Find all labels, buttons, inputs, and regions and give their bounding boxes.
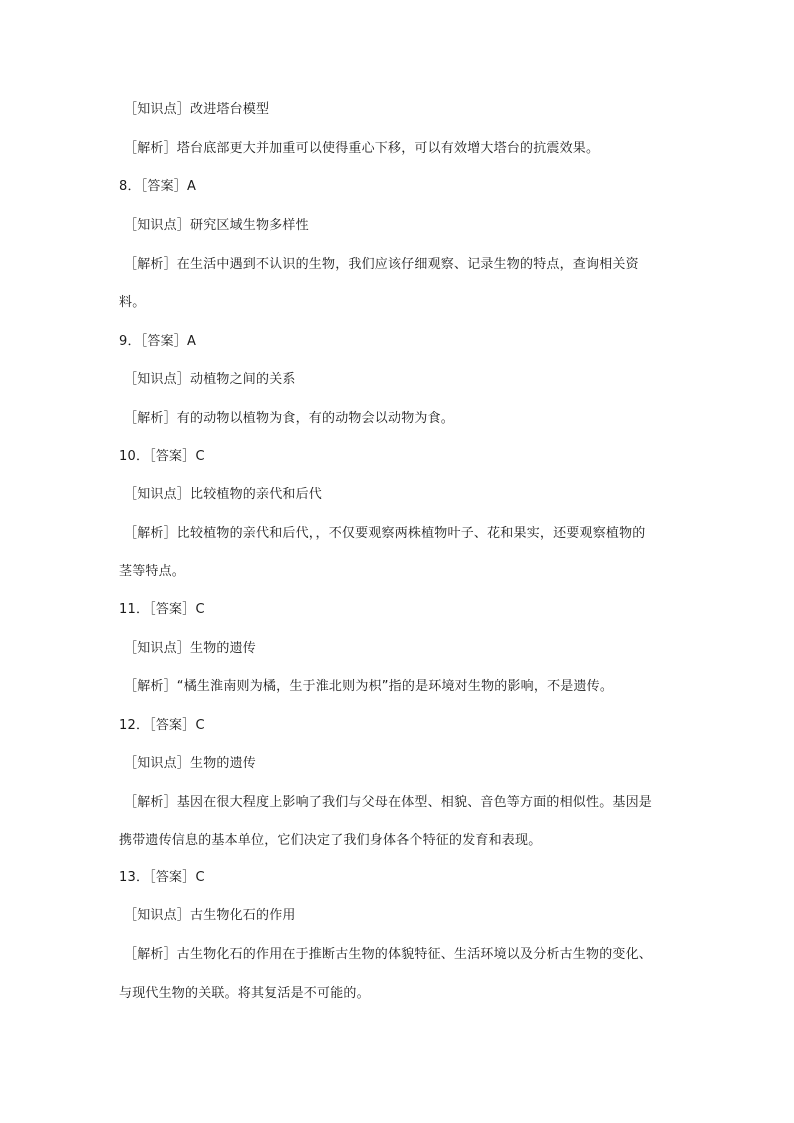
knowledge-point-8: ［知识点］研究区域生物多样性 <box>124 218 309 233</box>
knowledge-point-9: ［知识点］动植物之间的关系 <box>124 372 296 387</box>
answer-11: 11．［答案］C <box>119 602 205 617</box>
analysis-11: ［解析］“橘生淮南则为橘，生于淮北则为枳”指的是环境对生物的影响，不是遗传。 <box>124 679 614 694</box>
knowledge-point-11: ［知识点］生物的遗传 <box>124 641 257 656</box>
knowledge-point-12: ［知识点］生物的遗传 <box>124 756 257 771</box>
analysis-13-cont: 与现代生物的关联。将其复活是不可能的。 <box>119 986 370 1001</box>
analysis-9: ［解析］有的动物以植物为食，有的动物会以动物为食。 <box>124 411 455 426</box>
answer-13: 13．［答案］C <box>119 870 205 885</box>
knowledge-point-13: ［知识点］古生物化石的作用 <box>124 908 296 923</box>
analysis-10: ［解析］比较植物的亲代和后代，，不仅要观察两株植物叶子、花和果实，还要观察植物的 <box>124 526 646 541</box>
analysis-8: ［解析］在生活中遇到不认识的生物，我们应该仔细观察、记录生物的特点，查询相关资 <box>124 257 639 272</box>
answer-8: 8．［答案］A <box>119 179 197 194</box>
knowledge-point-7: ［知识点］改进塔台模型 <box>124 102 270 117</box>
analysis-7: ［解析］塔台底部更大并加重可以使得重心下移，可以有效增大塔台的抗震效果。 <box>124 141 600 156</box>
analysis-8-cont: 料。 <box>119 295 146 310</box>
analysis-13: ［解析］古生物化石的作用在于推断古生物的体貌特征、生活环境以及分析古生物的变化、 <box>124 947 653 962</box>
answer-9: 9．［答案］A <box>119 334 197 349</box>
analysis-10-cont: 茎等特点。 <box>119 564 186 579</box>
knowledge-point-10: ［知识点］比较植物的亲代和后代 <box>124 487 323 502</box>
answer-10: 10．［答案］C <box>119 449 205 464</box>
analysis-12-cont: 携带遗传信息的基本单位，它们决定了我们身体各个特征的发育和表现。 <box>119 833 542 848</box>
analysis-12: ［解析］基因在很大程度上影响了我们与父母在体型、相貌、音色等方面的相似性。基因是 <box>124 795 653 810</box>
answer-12: 12．［答案］C <box>119 718 205 733</box>
